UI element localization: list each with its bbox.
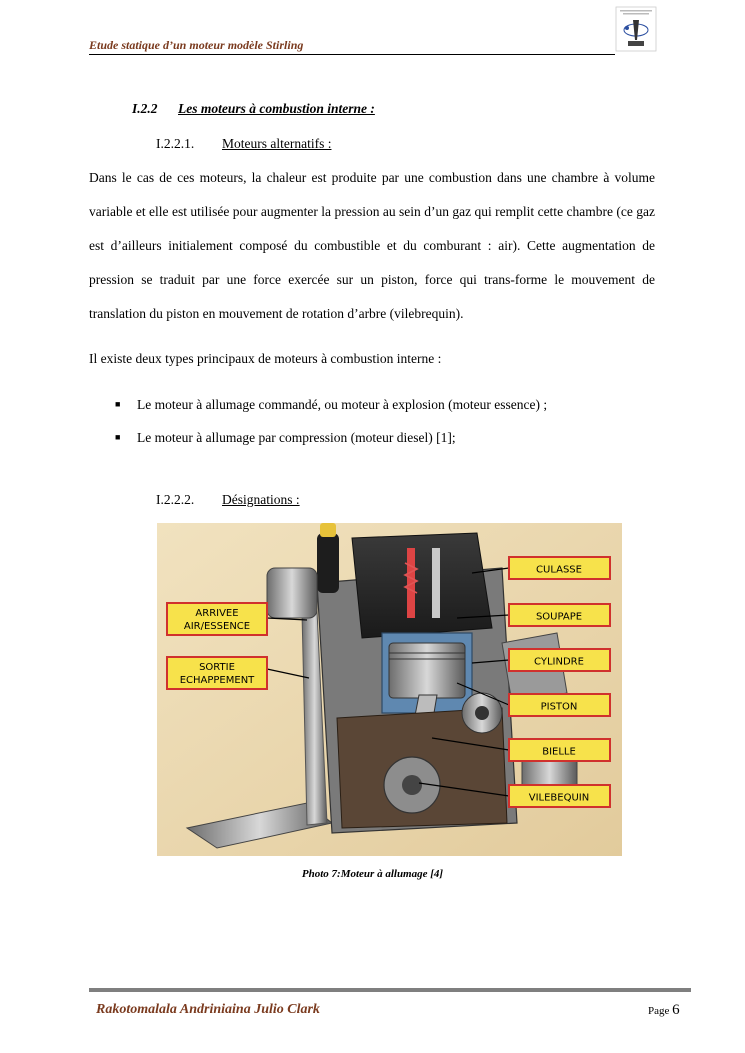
logo-icon <box>615 6 657 52</box>
subsection-heading-2 <box>156 492 300 508</box>
section-heading <box>132 101 375 117</box>
label-piston <box>509 694 610 716</box>
body-paragraph: Dans le cas de ces moteurs, la chaleur est produite par une combustion dans une chambre à volume variable et elle est utilisée pour augmenter la pression au sein d’un gaz qui remplit cette chambre (ce gaz est d’ailleurs initialement composé du combustible et du comburant : air). Cette augmentation de pression se traduit par une force exercée sur un piston, force qui trans-forme le mouvement de translation du piston en mouvement de rotation d’arbre (vilebrequin). <box>89 170 655 321</box>
label-text: SOUPAPE <box>535 611 583 623</box>
label-sortie-echappement <box>167 657 267 689</box>
section-title: Les moteurs à combustion interne : <box>178 101 375 116</box>
list-item-text: Le moteur à allumage commandé, ou moteur à explosion (moteur essence) ; <box>137 397 548 412</box>
footer-author: Rakotomalala Andriniaina Julio Clark <box>96 1002 320 1017</box>
body-paragraph-2: Il existe deux types principaux de moteurs à combustion interne : <box>89 351 442 366</box>
bullet-square-icon: ■ <box>115 432 121 442</box>
engine-cutaway-figure <box>157 523 622 856</box>
figure-caption: Photo 7:Moteur à allumage [4] <box>301 868 444 880</box>
page-label: Page <box>648 1005 670 1017</box>
list-item-text: Le moteur à allumage par compression (moteur diesel) [1]; <box>137 430 456 445</box>
running-header: Etude statique d’un moteur modèle Stirling <box>89 38 615 55</box>
label-text: ARRIVEE <box>195 608 239 619</box>
label-vilebequin <box>509 785 610 807</box>
label-arrivee-air-essence <box>167 603 267 635</box>
label-text: PISTON <box>540 701 578 713</box>
page-number <box>648 1002 680 1019</box>
label-bielle <box>509 739 610 761</box>
label-text: ECHAPPEMENT <box>179 675 255 686</box>
subsection-heading-1 <box>156 136 331 152</box>
label-text: CULASSE <box>536 564 582 576</box>
subsection-number: I.2.2.2. <box>156 492 195 507</box>
page-number-value: 6 <box>672 1002 680 1018</box>
label-text: AIR/ESSENCE <box>183 621 251 632</box>
list-item <box>115 397 547 413</box>
section-number: I.2.2 <box>132 101 158 116</box>
label-culasse <box>509 557 610 579</box>
label-text: VILEBEQUIN <box>528 792 590 804</box>
label-soupape <box>509 604 610 626</box>
label-text: CYLINDRE <box>534 656 584 668</box>
bullet-square-icon: ■ <box>115 399 121 409</box>
subsection-title: Désignations : <box>222 492 300 507</box>
subsection-number: I.2.2.1. <box>156 136 195 151</box>
label-text: SORTIE <box>199 662 235 673</box>
footer-divider <box>89 988 691 992</box>
label-text: BIELLE <box>542 746 576 758</box>
list-item <box>115 430 456 446</box>
subsection-title: Moteurs alternatifs : <box>222 136 332 151</box>
label-cylindre <box>509 649 610 671</box>
